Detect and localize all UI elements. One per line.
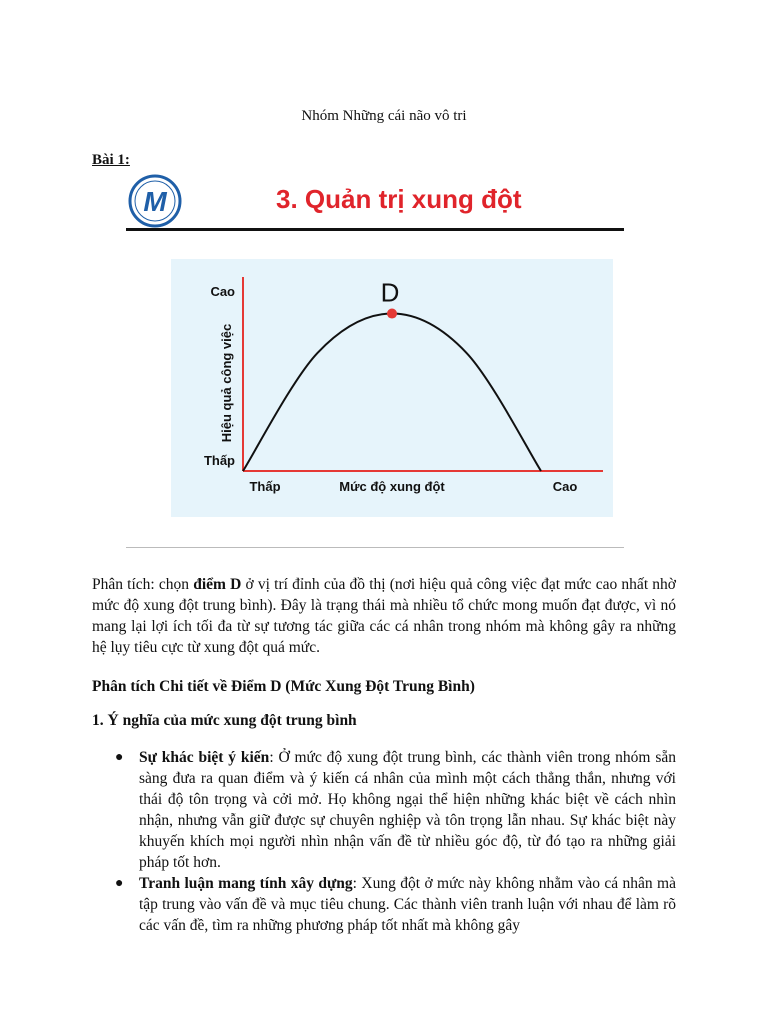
bullet-term: Tranh luận mang tính xây dựng [139,875,353,892]
bullet-text: : Xung đột ở mức này không nhằm vào cá nhân mà tập trung vào vấn đề và mục tiêu chung. Các thành viên tranh luận với nhau để làm rõ các vấn đề, tìm ra những phương pháp tốt nhất mà không gây [139,875,676,934]
slide-title: 3. Quản trị xung đột [276,184,522,214]
chart-axes [243,277,603,471]
y-axis-title: Hiệu quả công việc [219,323,234,443]
x-tick-label: Cao [552,479,578,494]
x-axis-title: Mức độ xung đột [339,479,445,494]
x-tick-label: Thấp [249,479,281,494]
university-logo [128,174,182,228]
bullet-list [92,747,676,936]
conflict-performance-chart [171,259,613,517]
bullet-text: : Ở mức độ xung đột trung bình, các thành viên trong nhóm sẵn sàng đưa ra quan điểm và ý kiến cá nhân của mình một cách thẳng thắn, nhưng với thái độ tôn trọng và cởi mở. Họ không ngại thể hiện những khác biệt về cách nhìn nhận, nhưng vẫn giữ được sự chuyên nghiệp và tôn trọng lẫn nhau. Sự khác biệt này khuyến khích mọi người nhìn nhận vấn đề từ nhiều góc độ, từ đó tạo ra những giải pháp tốt hơn. [139,749,676,871]
list-item [92,747,676,873]
slide-bottom-divider [126,547,624,548]
slide-header [126,172,626,232]
bullet-icon: ● [115,876,124,891]
analysis-bold: điểm D [193,576,242,593]
series-curve [243,314,541,471]
heading-detail: Phân tích Chi tiết về Điểm D (Mức Xung Đột Trung Bình) [92,678,475,695]
section-label: Bài 1: [92,152,130,168]
bullet-icon: ● [115,750,124,765]
chart-series [243,309,541,471]
y-tick-label: Thấp [203,453,235,468]
list-item [92,873,676,936]
document-title: Nhóm Những cái não vô tri [301,108,467,124]
analysis-text: ở vị trí đỉnh của đồ thị (nơi hiệu quả công việc đạt mức cao nhất nhờ mức độ xung đột trung bình). Đây là trạng thái mà nhiều tổ chức mong muốn đạt được, vì nó mang lại lợi ích tối đa từ sự tương tác giữa các cá nhân trong nhóm mà không gây ra những hệ lụy tiêu cực từ xung đột quá mức. [92,576,677,656]
peak-label-d: D [380,277,400,308]
heading-meaning: 1. Ý nghĩa của mức xung đột trung bình [92,712,357,729]
bullet-term: Sự khác biệt ý kiến [139,749,270,766]
y-tick-label: Cao [210,284,235,299]
analysis-paragraph [92,574,676,658]
logo-letter: M [143,186,167,217]
header-divider [126,228,624,231]
analysis-prefix: Phân tích: chọn [92,576,194,593]
peak-point-d [387,309,397,319]
